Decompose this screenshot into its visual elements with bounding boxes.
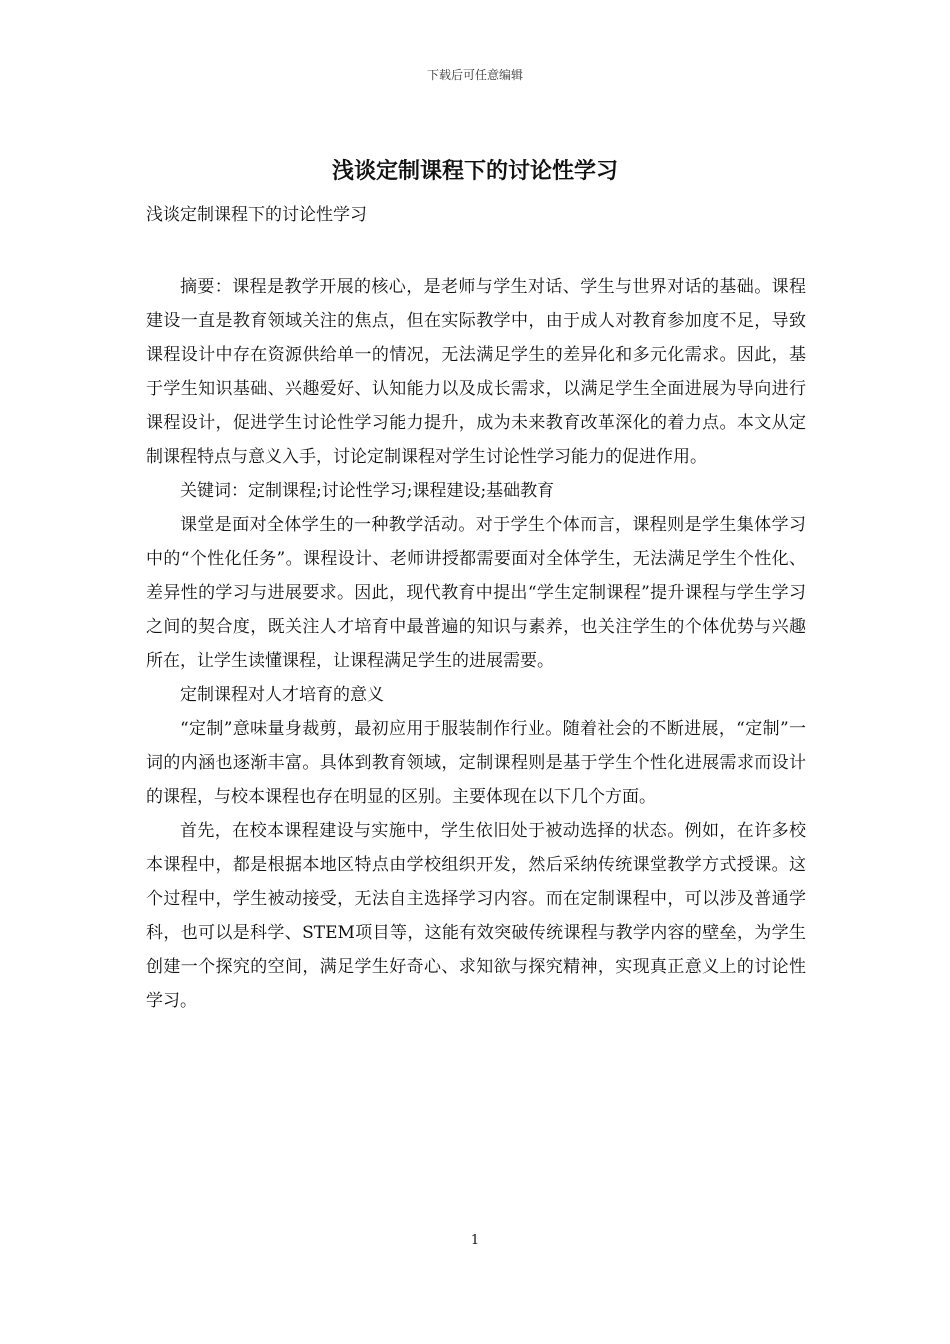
document-title: 浅谈定制课程下的讨论性学习: [331, 159, 618, 184]
body-paragraph: “定制”意味量身裁剪，最初应用于服装制作行业。随着社会的不断进展，“定制”一词的内涵也逐渐丰富。具体到教育领域，定制课程则是基于学生个性化进展需求而设计的课程，与校本课程也存在明显的区别。主要体现在以下几个方面。: [146, 719, 806, 807]
page-number: 1: [470, 1233, 480, 1248]
keywords-paragraph: 关键词：定制课程;讨论性学习;课程建设;基础教育: [180, 481, 555, 501]
document-subtitle: 浅谈定制课程下的讨论性学习: [146, 205, 367, 225]
body-paragraph: 首先，在校本课程建设与实施中，学生依旧处于被动选择的状态。例如，在许多校本课程中，都是根据本地区特点由学校组织开发，然后采纳传统课堂教学方式授课。这个过程中，学生被动接受，无法自主选择学习内容。而在定制课程中，可以涉及普通学科，也可以是科学、STEM项目等，这能有效突破传统课程与教学内容的壁垒，为学生创建一个探究的空间，满足学生好奇心、求知欲与探究精神，实现真正意义上的讨论性学习。: [146, 821, 806, 1011]
body-paragraph: 课堂是面对全体学生的一种教学活动。对于学生个体而言，课程则是学生集体学习中的“个性化任务”。课程设计、老师讲授都需要面对全体学生，无法满足学生个性化、差异性的学习与进展要求。因此，现代教育中提出“学生定制课程”提升课程与学生学习之间的契合度，既关注人才培育中最普遍的知识与素养，也关注学生的个体优势与兴趣所在，让学生读懂课程，让课程满足学生的进展需要。: [146, 515, 806, 671]
section-heading: 定制课程对人才培育的意义: [180, 685, 384, 705]
header-note: 下载后可任意编辑: [426, 68, 523, 82]
abstract-paragraph: 摘要：课程是教学开展的核心，是老师与学生对话、学生与世界对话的基础。课程建设一直是教育领域关注的焦点，但在实际教学中，由于成人对教育参加度不足，导致课程设计中存在资源供给单一的情况，无法满足学生的差异化和多元化需求。因此，基于学生知识基础、兴趣爱好、认知能力以及成长需求，以满足学生全面进展为导向进行课程设计，促进学生讨论性学习能力提升，成为未来教育改革深化的着力点。本文从定制课程特点与意义入手，讨论定制课程对学生讨论性学习能力的促进作用。: [146, 277, 806, 467]
body-text: [146, 270, 806, 1018]
